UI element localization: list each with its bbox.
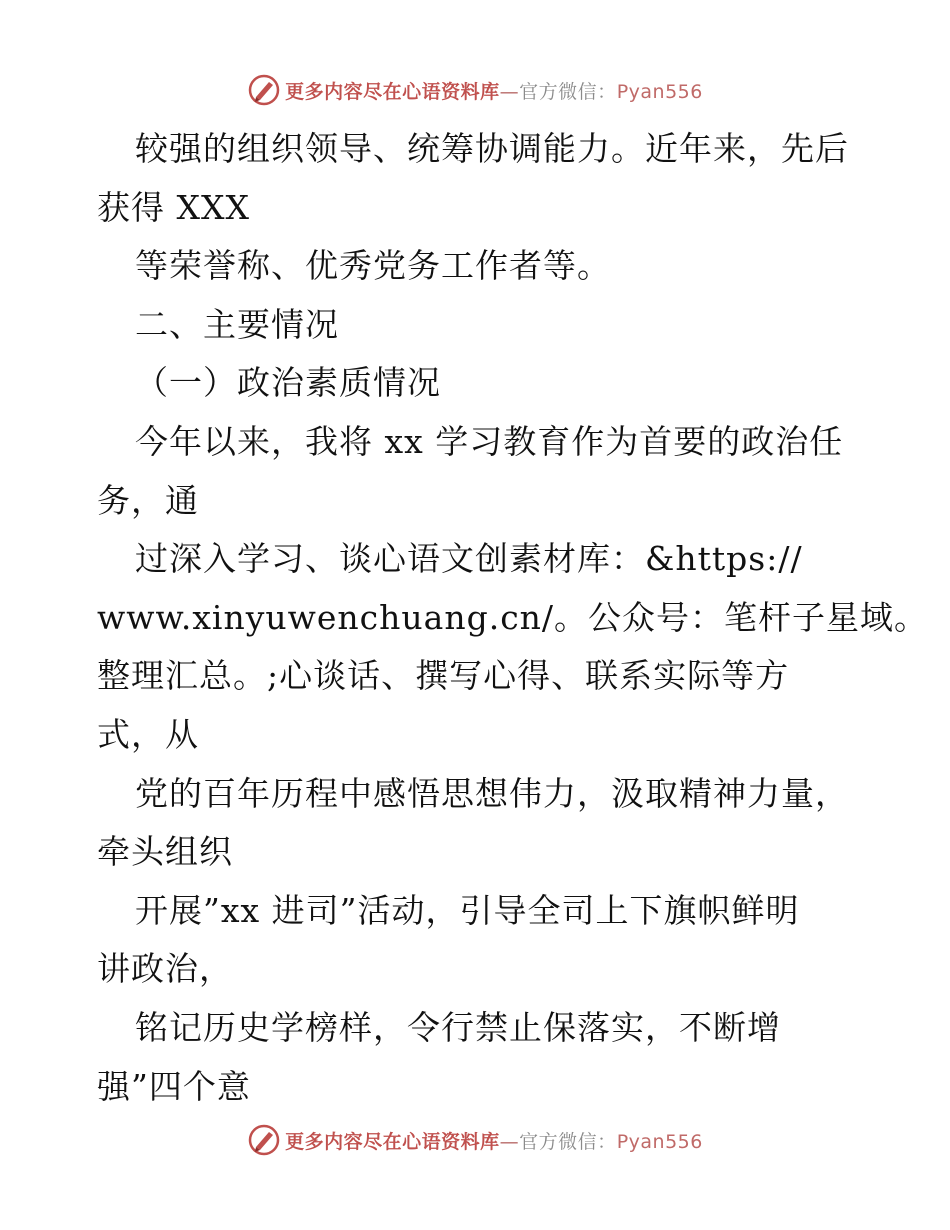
- text-line: 较强的组织领导、统筹协调能力。近年来，先后: [135, 129, 849, 168]
- watermark-wechat-label: 官方微信：: [519, 1130, 617, 1153]
- text-line: 式，从: [97, 714, 199, 754]
- pen-circle-logo-icon: [247, 1123, 281, 1157]
- watermark-main-text: 更多内容尽在心语资料库: [285, 80, 500, 103]
- text-line: www.xinyuwenchuang.cn/。公众号：笔杆子星域。: [97, 597, 929, 637]
- text-line: 获得 XXX: [97, 187, 250, 227]
- subsection-heading: （一）政治素质情况: [135, 363, 441, 403]
- text-line: 过深入学习、谈心语文创素材库：&https://: [135, 539, 803, 579]
- watermark-wechat-label: 官方微信：: [519, 80, 617, 103]
- text-line: 务，通: [97, 480, 199, 520]
- text-line: 今年以来，我将 xx 学习教育作为首要的政治任: [135, 421, 844, 461]
- watermark-separator: —: [499, 1130, 520, 1153]
- text-line: 强”四个意: [97, 1066, 251, 1106]
- text-line: 铭记历史学榜样，令行禁止保落实，不断增: [135, 1007, 781, 1047]
- watermark-wechat-id: Pyan556: [616, 1130, 703, 1153]
- text-line: 讲政治，: [97, 949, 233, 989]
- text-line: 开展”xx 进司”活动，引导全司上下旗帜鲜明: [135, 890, 800, 930]
- document-body: [97, 120, 929, 1116]
- text-line: 整理汇总。;心谈话、撰写心得、联系实际等方: [97, 656, 790, 696]
- watermark-wechat-id: Pyan556: [616, 80, 703, 103]
- text-line: 党的百年历程中感悟思想伟力，汲取精神力量，: [135, 773, 849, 813]
- section-heading: 二、主要情况: [135, 304, 339, 344]
- header-watermark: [0, 70, 950, 110]
- footer-watermark: [0, 1120, 950, 1160]
- watermark-separator: —: [499, 80, 520, 103]
- text-line: 等荣誉称、优秀党务工作者等。: [135, 246, 611, 286]
- watermark-main-text: 更多内容尽在心语资料库: [285, 1130, 500, 1153]
- text-line: 牵头组织: [97, 832, 233, 872]
- pen-circle-logo-icon: [247, 73, 281, 107]
